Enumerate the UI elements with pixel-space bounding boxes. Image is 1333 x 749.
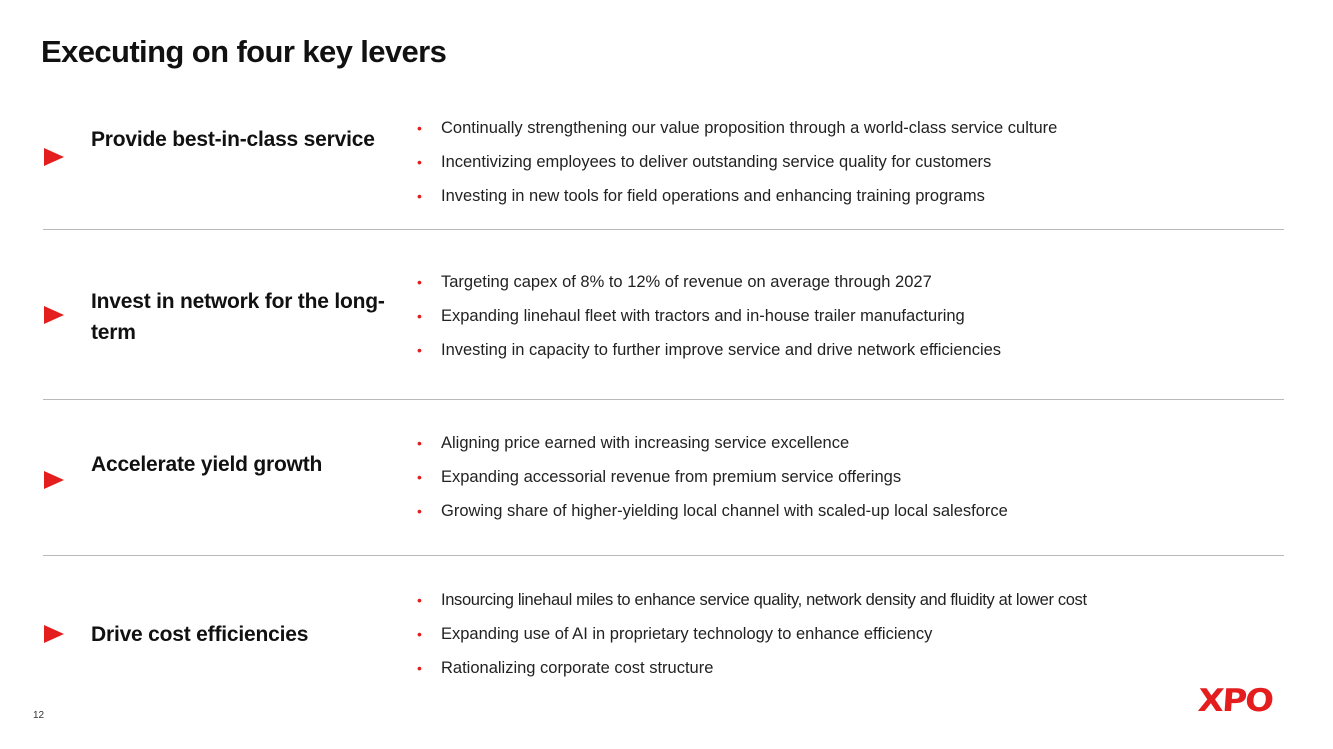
bullet-item: • Investing in capacity to further improve service and drive network efficiencies xyxy=(416,336,1001,370)
bullet-item: • Expanding linehaul fleet with tractors and in-house trailer manufacturing xyxy=(416,302,1001,336)
lever-title: Drive cost efficiencies xyxy=(91,623,309,646)
bullet-dot-icon: • xyxy=(417,435,422,451)
bullet-item: • Incentivizing employees to deliver outstanding service quality for customers xyxy=(416,148,1057,182)
bullet-item: • Expanding use of AI in proprietary technology to enhance efficiency xyxy=(416,620,1087,654)
section-divider xyxy=(43,229,1284,230)
bullet-item: • Rationalizing corporate cost structure xyxy=(416,654,1087,688)
bullet-item: • Expanding accessorial revenue from premium service offerings xyxy=(416,463,1008,497)
red-triangle-bullet-icon xyxy=(44,471,64,489)
lever-bullet-list xyxy=(416,114,1057,216)
bullet-dot-icon: • xyxy=(417,120,422,136)
bullet-item: • Continually strengthening our value proposition through a world-class service culture xyxy=(416,114,1057,148)
bullet-dot-icon: • xyxy=(417,274,422,290)
section-divider xyxy=(43,399,1284,400)
bullet-dot-icon: • xyxy=(417,592,422,608)
bullet-dot-icon: • xyxy=(417,308,422,324)
bullet-item: • Insourcing linehaul miles to enhance service quality, network density and fluidity at lower cost xyxy=(416,586,1087,620)
bullet-dot-icon: • xyxy=(417,626,422,642)
bullet-dot-icon: • xyxy=(417,188,422,204)
red-triangle-bullet-icon xyxy=(44,625,64,643)
bullet-dot-icon: • xyxy=(417,469,422,485)
section-divider xyxy=(43,555,1284,556)
bullet-item: • Growing share of higher-yielding local channel with scaled-up local salesforce xyxy=(416,497,1008,531)
red-triangle-bullet-icon xyxy=(44,306,64,324)
bullet-item: • Aligning price earned with increasing service excellence xyxy=(416,429,1008,463)
bullet-dot-icon: • xyxy=(417,503,422,519)
lever-title: Invest in network for the long-term xyxy=(91,290,385,344)
red-triangle-bullet-icon xyxy=(44,148,64,166)
lever-title: Accelerate yield growth xyxy=(91,453,323,476)
lever-bullet-list xyxy=(416,268,1001,370)
lever-bullet-list xyxy=(416,586,1087,688)
bullet-dot-icon: • xyxy=(417,154,422,170)
lever-title: Provide best-in-class service xyxy=(91,128,375,151)
page-number: 12 xyxy=(33,710,45,721)
bullet-dot-icon: • xyxy=(417,342,422,358)
xpo-logo: XPO xyxy=(1196,682,1274,720)
bullet-item: • Targeting capex of 8% to 12% of revenue on average through 2027 xyxy=(416,268,1001,302)
slide-title: Executing on four key levers xyxy=(41,34,447,69)
lever-bullet-list xyxy=(416,429,1008,531)
bullet-dot-icon: • xyxy=(417,660,422,676)
bullet-item: • Investing in new tools for field operations and enhancing training programs xyxy=(416,182,1057,216)
